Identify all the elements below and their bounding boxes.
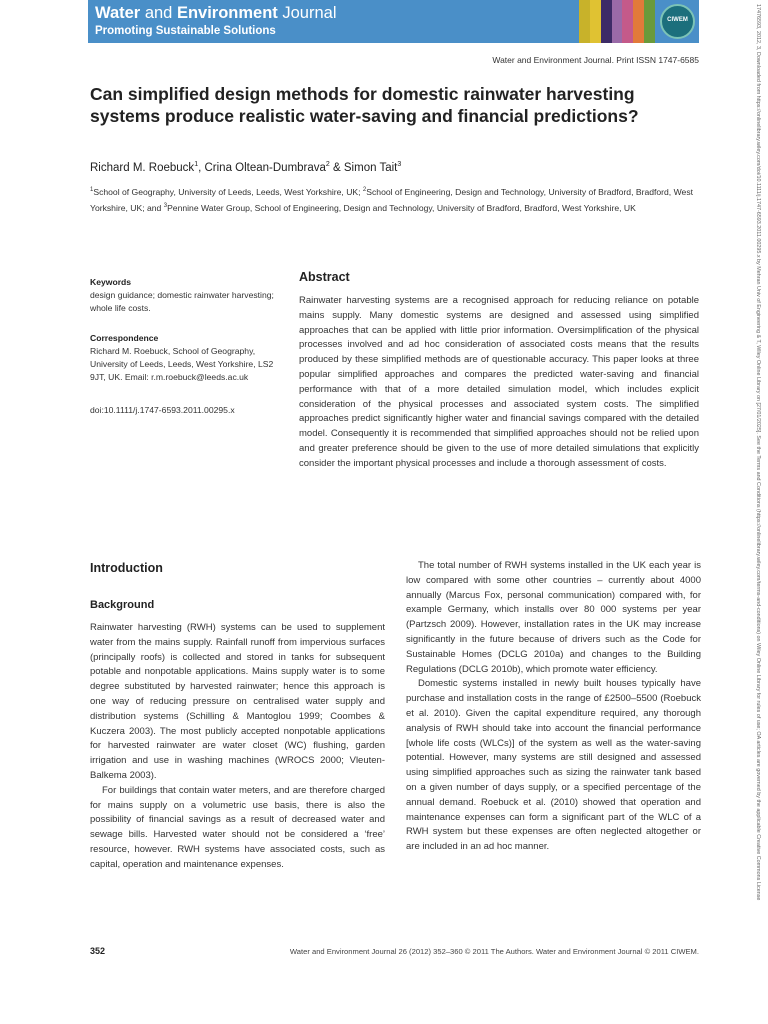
body-paragraph: The total number of RWH systems installed in the UK each year is low compared with some other countries – currently about 4000 annually (Marcus Fox, personal communication) compared with, for example Germany, which installs over 80 000 systems per year (Partzsch 2009). However, installation rates in the UK may increase significantly in the future because of drivers such as the Code for Sustainable Homes (DCLG 2010a) and changes to the Building Regulations (DCLG 2010b), which promote water efficiency. xyxy=(406,560,701,675)
color-stripe xyxy=(601,0,612,43)
author-separator: , xyxy=(198,161,205,174)
right-column xyxy=(406,559,701,855)
abstract-text: Rainwater harvesting systems are a recognised approach for reducing reliance on potable mains supply. Many domestic systems are designed and assessed using simplified approaches that can be applied with little prior information. Oversimplification of the physical processes involved and ad hoc consideration of associated costs means that the results produced by these simplified methods are of questionable accuracy. This paper looks at three popular simplified approaches and compares the predicted water-saving and financial performance with that of a more detailed simulation model, which includes explicit consideration of the physical processes and associated system costs. The simplified approaches predict significantly higher water and financial savings compared with the detailed model. Consequently it is recommended that simplified approaches should not be relied upon and greater preference should be given to the use of more detailed simulations that explicitly consider the important physical processes and include a thorough assessment of costs. xyxy=(299,295,699,469)
color-stripe xyxy=(579,0,590,43)
body-paragraph: Domestic systems installed in newly built houses typically have purchase and installation costs in the range of £2500–5500 (Roebuck et al. 2010). Given the capital expenditure required, any thorough analysis of RWH should take into account the financial performance [whole life costs (WLCs)] of the system as well as the water-saving potential. However, many systems are still designed and assessed using simplified approaches such as sizing the rainwater tank based on a given number of days supply, or a specified percentage of the annual demand. Roebuck et al. (2010) showed that operation and maintenance expenses can form a significant part of the WLC of a RWH system but these expenses are often neglected altogether or are included in an ad hoc manner. xyxy=(406,678,701,853)
affiliations xyxy=(90,183,705,215)
color-stripe xyxy=(633,0,644,43)
correspondence-text: Richard M. Roebuck, School of Geography, University of Leeds, Leeds, West Yorkshire, LS2 9JT, UK. Email: r.m.roebuck@leeds.ac.uk xyxy=(90,346,274,382)
affiliation-text: School of Geography, University of Leeds, Leeds, West Yorkshire, UK; xyxy=(93,186,363,197)
color-stripe xyxy=(590,0,601,43)
color-stripes xyxy=(579,0,655,43)
affiliation-text: School of Engineering, Design and Technology, University of Bradford, Bradford, West Yorkshire, UK; and xyxy=(90,186,694,213)
author-name: Simon Tait xyxy=(343,161,398,174)
page-number: 352 xyxy=(90,946,106,956)
correspondence-block xyxy=(90,332,280,384)
abstract-heading: Abstract xyxy=(299,270,350,284)
color-stripe xyxy=(612,0,623,43)
body-paragraph: Rainwater harvesting (RWH) systems can be used to supplement water from the mains supply. Rainfall runoff from impervious surfaces (principally roofs) is collected and stored in tanks for subsequent potable and nonpotable applications. Mains supply water is to some degree substituted by harvested rainwater; hence this approach is one way of reducing pressure on centralised water supply and distribution systems (Schilling & Mantoglou 1999; Coombes & Kuczera 2003). The most publicly accepted nonpotable applications for harvested rainwater are water closet (WC) flushing, garden irrigation and use in washing machines (WROCS 2000; Vleuten-Balkema 2003). xyxy=(90,622,385,781)
keywords-heading: Keywords xyxy=(90,277,132,287)
author-separator: & xyxy=(329,161,344,174)
keywords-block xyxy=(90,276,280,315)
author-sup: 1 xyxy=(194,161,199,168)
affiliation-sup: 2 xyxy=(362,187,367,193)
journal-tagline: Promoting Sustainable Solutions xyxy=(95,25,276,37)
background-heading: Background xyxy=(90,599,155,611)
left-column xyxy=(90,621,385,873)
author-sup: 3 xyxy=(397,161,402,168)
correspondence-heading: Correspondence xyxy=(90,333,159,343)
article-title: Can simplified design methods for domestic rainwater harvesting systems produce realistic water-saving and financial predictions? xyxy=(90,84,639,126)
keywords-text: design guidance; domestic rainwater harvesting; whole life costs. xyxy=(90,290,274,313)
introduction-heading: Introduction xyxy=(90,561,163,575)
body-paragraph: For buildings that contain water meters, and are therefore charged for mains supply on a volumetric use basis, there is also the possibility of financial savings as a result of decreased water and sewage bills. Harvested water should not be considered a ‘free’ resource, however. RWH systems have associated costs, such as capital, operation and maintenance expenses. xyxy=(90,784,385,870)
affiliation-sup: 1 xyxy=(90,187,94,193)
author-sup: 2 xyxy=(325,161,330,168)
download-notice: 17476593, 2012, 3, Downloaded from https://onlinelibrary.wiley.com/doi/10.1111/j.1747-6593.2011.00295.x by Mehran Univ of Engineering & T, Wiley Online Library on [27/01/2025]. See the Terms and Conditions (https://onlinelibrary.wiley.com/terms-and-conditions) on Wiley Online Library for rules of use; OA articles are governed by the applicable Creative Commons License xyxy=(755,4,761,901)
journal-banner xyxy=(88,0,699,43)
issn-line: Water and Environment Journal. Print ISSN 1747-6585 xyxy=(492,55,699,65)
color-stripe xyxy=(622,0,633,43)
affiliation-sup: 3 xyxy=(163,202,168,209)
footer-citation: Water and Environment Journal 26 (2012) 352–360 © 2011 The Authors. Water and Environment Journal © 2011 CIWEM. xyxy=(289,947,699,956)
author-name: Crina Oltean-Dumbrava xyxy=(204,161,326,174)
author-name: Richard M. Roebuck xyxy=(90,161,195,174)
ciwem-logo: CIWEM xyxy=(660,4,695,39)
doi: doi:10.1111/j.1747-6593.2011.00295.x xyxy=(90,405,235,415)
author-list xyxy=(90,161,401,174)
journal-name: Water and Environment Journal xyxy=(95,4,337,22)
color-stripe xyxy=(644,0,655,43)
affiliation-text: Pennine Water Group, School of Engineering, Design and Technology, University of Bradford, Bradford, West Yorkshire, UK xyxy=(167,202,636,213)
